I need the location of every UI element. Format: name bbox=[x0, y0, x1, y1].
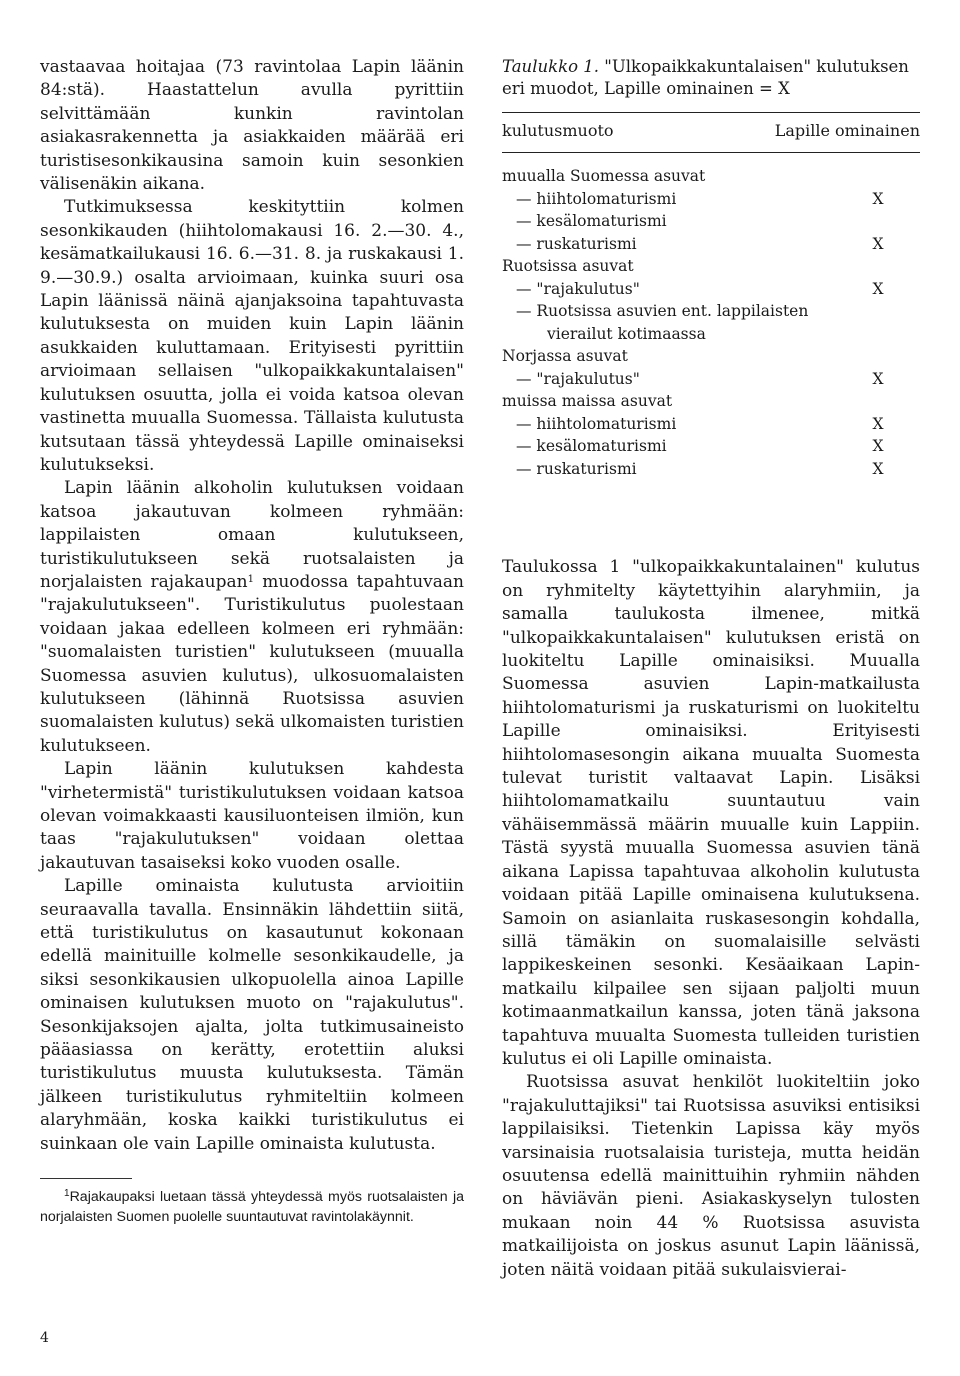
footnote bbox=[40, 1187, 464, 1227]
table-row-mark: X bbox=[872, 414, 884, 433]
body-paragraph: Lapin läänin kulutuksen kahdesta "virhetermistä" turistikulutuksen voidaan katsoa olevan voimakkaasti kausiluonteisen ilmiön, kun taas "rajakulutuksen" voidaan olettaa jakautuvan tasaiseksi koko vuoden osalle. bbox=[40, 759, 464, 873]
table-row bbox=[502, 458, 920, 481]
body-paragraph: Tutkimuksessa keskityttiin kolmen sesonkikauden (hiihtolomakausi 16. 2.—30. 4., kesämatkailukausi 16. 6.—31. 8. ja ruskakausi 1. 9.—30.9.) osalta arvioimaan, kuinka suuri osa Lapin läänissä näinä ajanjaksoina tapahtuvasta kulutuksesta on muiden kuin Lapin läänin asukkaiden kuluttamaan. Erityisesti pyrittiin arvioimaan sellaisen "ulkopaikkakuntalaisen" kulutuksen osuutta, jolla ei voida katsoa olevan vastinetta muualla Suomessa. Tällaista kulutusta kutsutaan tässä yhteydessä Lapille ominaiseksi kulutukseksi. bbox=[40, 197, 464, 475]
table-row bbox=[502, 233, 920, 256]
table-row bbox=[502, 278, 920, 301]
table-row-mark: X bbox=[872, 279, 884, 298]
table-row bbox=[502, 345, 920, 368]
table-row-mark bbox=[858, 390, 920, 413]
table-row-mark: X bbox=[872, 437, 884, 456]
table-row bbox=[502, 368, 920, 391]
table-row-label: — "rajakulutus" bbox=[516, 279, 640, 298]
table-row-mark bbox=[858, 345, 920, 368]
footnote-divider bbox=[40, 1178, 132, 1179]
table-row-label: — ruskaturismi bbox=[516, 459, 637, 478]
table-row-label: — kesälomaturismi bbox=[516, 437, 667, 456]
body-paragraph: Lapille ominaista kulutusta arvioitiin seuraavalla tavalla. Ensinnäkin lähdettiin siitä, että turistikulutus on kasautunut kokonaan edellä mainituille kolmelle sesonkikaudelle, ja siksi sesonkikausien ulkopuolella ainoa Lapille ominaisen kulutuksen muoto on "rajakulutus". Sesonkijaksojen ajalta, jolta tutkimusaineisto pääasiassa on kerätty, erotettiin aluksi turistikulutus muusta kulutuksesta. Tämän jälkeen turistikulutus ryhmiteltiin kolmeen alaryhmään, koska kaikki turistikulutus ei suinkaan ole vain Lapille ominaista kulutusta. bbox=[40, 876, 464, 1154]
table-label: Taulukko 1. bbox=[502, 57, 600, 76]
body-paragraph: Ruotsissa asuvat henkilöt luokiteltiin joko "rajakuluttajiksi" tai Ruotsissa asuviksi entisiksi lappilaisiksi. Tietenkin Lapissa käy myös varsinaisia ruotsalaisia turisteja, mutta heidän osuutensa edellä mainittuihin ryhmiin nähden on häviävän pieni. Asiakaskyselyn tulosten mukaan noin 44 % Ruotsissa asuvista matkailijoista on joskus asunut Lapin läänissä, joten näitä voidaan pitää sukulaisvierai- bbox=[502, 1072, 920, 1280]
table-row-label: — Ruotsissa asuvien ent. lappilaisten bbox=[516, 302, 809, 321]
table-row-mark bbox=[858, 210, 920, 233]
footnote-text: Rajakaupaksi luetaan tässä yhteydessä myös ruotsalaisten ja norjalaisten Suomen puolelle suuntautuvat ravintolakäynnit. bbox=[40, 1189, 464, 1226]
table-row bbox=[502, 390, 920, 413]
table-row-label: muissa maissa asuvat bbox=[502, 392, 673, 411]
table-row-mark: X bbox=[872, 459, 884, 478]
body-paragraph: Taulukossa 1 "ulkopaikkakuntalainen" kulutus on ryhmitelty käytettyihin alaryhmiin, ja samalla taulukosta ilmenee, mitkä "ulkopaikkakuntalaisen" kulutuksen eristä on luokiteltu Lapille ominaisiksi. Muualla Suomessa asuvien Lapin-matkailusta hiihtolomaturismi ja ruskaturismi on luokiteltu Lapille ominaisiksi. Erityisesti hiihtolomasesongin aikana muualta Suomesta tulevat turistit valtaavat Lapin. Lisäksi hiihtolomamatkailu suuntautuu vain vähäisemmässä määrin muualle kuin Lappiin. Tästä syystä muualla Suomessa asuvien tänä aikana Lapissa tapahtuvaa alkoholin kulutusta voidaan pitää Lapille ominaisena kulutuksena. Samoin on asianlaita ruskasesongin kohdalla, sillä tämäkin on suomalaisille selvästi lappikeskeinen sesonki. Kesäaikaan Lapin-matkailu kilpailee sen sijaan paljolti muun kotimaanmatkailun kanssa, joten tänä jaksona tapahtuva muualta Suomesta tulleiden turistien kulutus ei oli Lapille ominaista. bbox=[502, 557, 920, 1069]
table-header-right: Lapille ominainen bbox=[774, 121, 920, 140]
table-header bbox=[502, 113, 920, 152]
table-row bbox=[502, 413, 920, 436]
table-row-mark bbox=[858, 255, 920, 278]
table-row bbox=[502, 165, 920, 188]
left-column bbox=[40, 56, 464, 1227]
paragraph-text: muodossa tapahtuvaan "rajakulutukseen". Turistikulutus puolestaan voidaan jakaa edelleen kolmeen eri ryhmään: "suomalaisten turistien" kulutukseen (muualla Suomessa asuvien kulutus), ulkosuomalaisten kulutukseen (lähinnä Ruotsissa asuvien suomalaisten kulutus) sekä ulkomaisten turistien kulutukseen. bbox=[40, 571, 464, 756]
table-row bbox=[502, 255, 920, 278]
table-row-label: — hiihtolomaturismi bbox=[516, 189, 677, 208]
footnote-ref: 1 bbox=[247, 573, 254, 585]
table-row-mark bbox=[858, 323, 920, 346]
table-row bbox=[502, 188, 920, 211]
table-row bbox=[502, 435, 920, 458]
table-row-label: vierailut kotimaassa bbox=[547, 324, 706, 343]
table-row-label: Norjassa asuvat bbox=[502, 347, 628, 366]
table-row-label: — ruskaturismi bbox=[516, 234, 637, 253]
table-row bbox=[502, 210, 920, 233]
table-row-mark: X bbox=[872, 369, 884, 388]
table-row bbox=[502, 300, 920, 323]
table-row-label: — kesälomaturismi bbox=[516, 212, 667, 231]
body-paragraph: vastaavaa hoitajaa (73 ravintolaa Lapin läänin 84:stä). Haastattelun avulla pyrittiin selvittämään kunkin ravintolan asiakasrakennetta ja asiakkaiden määrää eri turistisesonkikausina samoin kuin sesonkien välisenäkin aikana. bbox=[40, 57, 464, 195]
body-paragraph bbox=[40, 477, 464, 758]
table-spacer bbox=[502, 480, 920, 556]
table-body bbox=[502, 153, 920, 480]
paragraph-text: Lapin läänin alkoholin kulutuksen voidaan katsoa jakautuvan kolmeen ryhmään: lappilaisten omaan kulutukseen, turistikulutukseen sekä ruotsalaisten ja norjalaisten rajakaupan bbox=[40, 478, 464, 592]
table-header-left: kulutusmuoto bbox=[502, 121, 614, 140]
table-row-mark: X bbox=[872, 234, 884, 253]
table-row-label: muualla Suomessa asuvat bbox=[502, 167, 706, 186]
table-row-mark bbox=[858, 165, 920, 188]
table-caption-text: "Ulkopaikkakuntalaisen" kulutuksen eri muodot, Lapille ominainen = X bbox=[502, 57, 909, 98]
footnote-marker: 1 bbox=[64, 1188, 70, 1200]
table-row bbox=[502, 323, 920, 346]
table-row-label: — "rajakulutus" bbox=[516, 369, 640, 388]
table-row-mark bbox=[858, 300, 920, 323]
table-row-label: Ruotsissa asuvat bbox=[502, 257, 634, 276]
table-row-label: — hiihtolomaturismi bbox=[516, 414, 677, 433]
table-caption bbox=[502, 56, 920, 100]
right-column bbox=[502, 56, 920, 1282]
page-number: 4 bbox=[40, 1330, 49, 1346]
table-row-mark: X bbox=[872, 189, 884, 208]
